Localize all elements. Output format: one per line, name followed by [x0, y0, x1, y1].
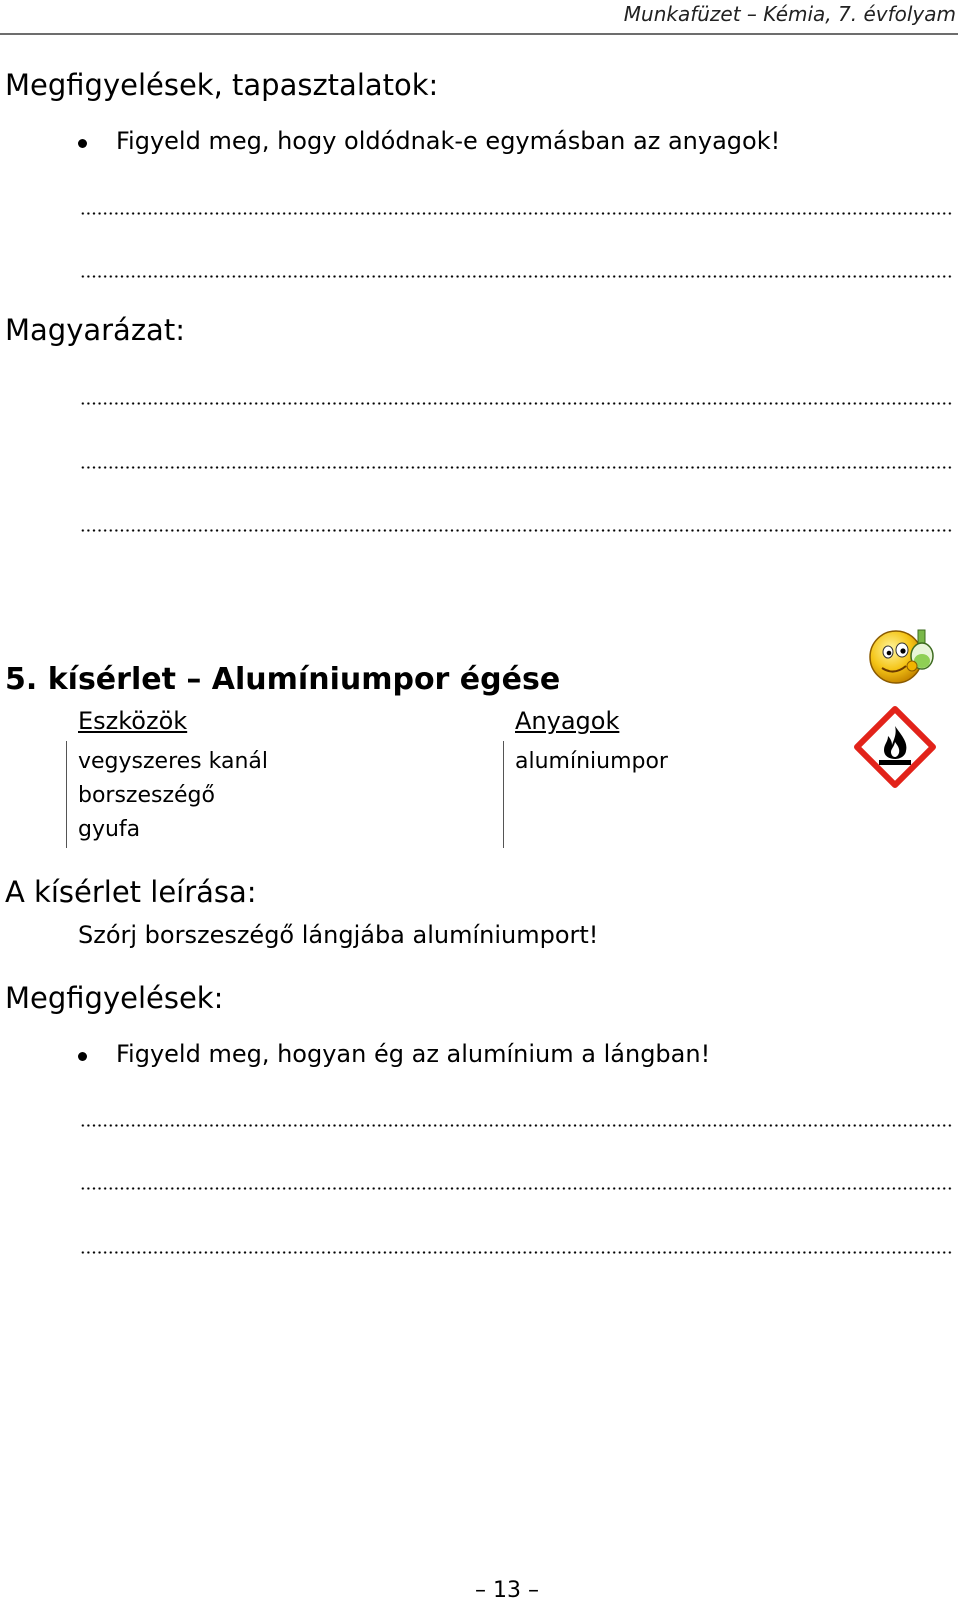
answer-line[interactable] [80, 1124, 952, 1127]
chemist-smiley-icon [866, 626, 940, 688]
materials-heading: Anyagok [515, 707, 620, 735]
answer-line[interactable] [80, 275, 952, 278]
header-title: Munkafüzet – Kémia, 7. évfolyam [623, 2, 956, 26]
tools-heading: Eszközök [78, 707, 188, 735]
bullet-icon [78, 139, 87, 148]
answer-line[interactable] [80, 1187, 952, 1190]
tools-divider [66, 741, 67, 848]
flammable-hazard-icon [854, 706, 936, 788]
observations-heading: Megfigyelések, tapasztalatok: [5, 68, 439, 102]
experiment-title: 5. kísérlet – Alumíniumpor égése [5, 662, 561, 697]
answer-line[interactable] [80, 466, 952, 469]
description-heading: A kísérlet leírása: [5, 875, 257, 909]
bullet-icon [78, 1052, 87, 1061]
explanation-heading: Magyarázat: [5, 313, 185, 347]
tool-item: vegyszeres kanál [78, 749, 269, 774]
answer-line[interactable] [80, 529, 952, 532]
material-item: alumíniumpor [515, 749, 668, 774]
answer-line[interactable] [80, 212, 952, 215]
answer-line[interactable] [80, 1251, 952, 1254]
tool-item: gyufa [78, 817, 141, 842]
observation-bullet-text: Figyeld meg, hogy oldódnak-e egymásban az anyagok! [116, 127, 781, 155]
description-text: Szórj borszeszégő lángjába alumíniumport! [78, 921, 599, 949]
experiment-observations-heading: Megfigyelések: [5, 981, 224, 1015]
tool-item: borszeszégő [78, 783, 215, 808]
page-number: – 13 – [475, 1578, 539, 1603]
experiment-observation-text: Figyeld meg, hogyan ég az alumínium a lángban! [116, 1040, 711, 1068]
answer-line[interactable] [80, 402, 952, 405]
running-header [0, 0, 958, 35]
materials-divider [503, 741, 504, 848]
